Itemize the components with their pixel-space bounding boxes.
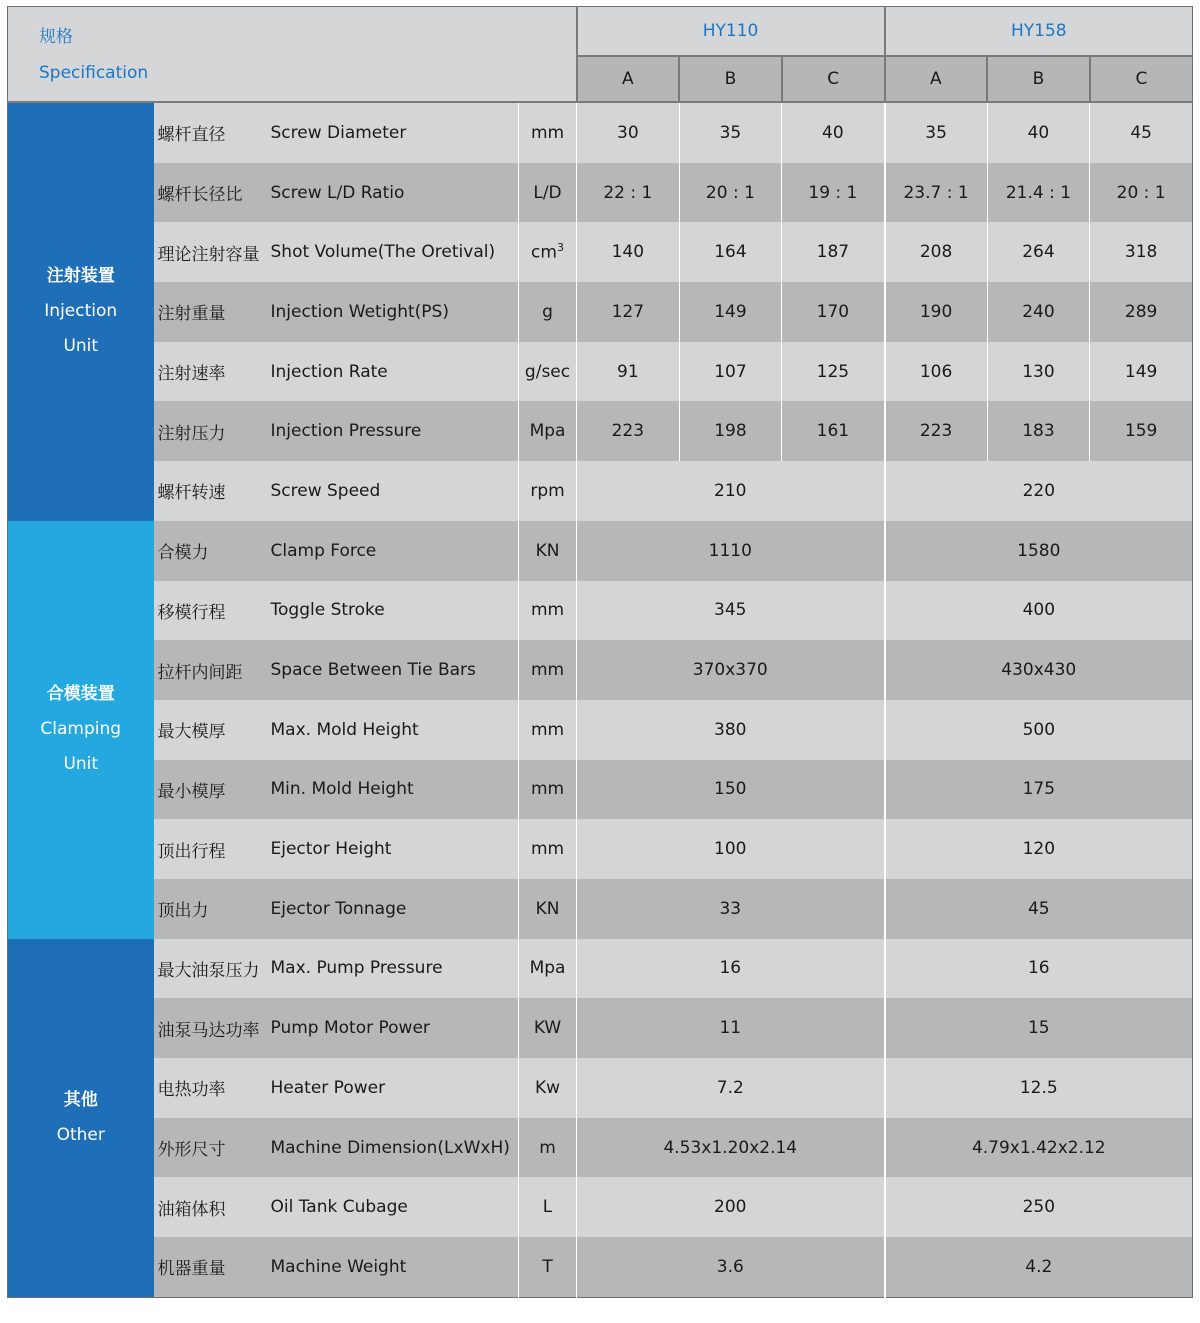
value-cell-hy110: 7.2 [577, 1058, 885, 1118]
value-cell: 22 : 1 [577, 163, 680, 223]
value-cell-hy110: 11 [577, 998, 885, 1058]
param-unit: rpm [519, 461, 577, 521]
param-name-en: Pump Motor Power [269, 998, 519, 1058]
param-unit: KW [519, 998, 577, 1058]
param-unit: KN [519, 521, 577, 581]
table-row [8, 640, 1193, 700]
value-cell-hy158: 400 [885, 581, 1193, 641]
group-label-en: Clamping [40, 719, 122, 740]
param-unit: g [519, 282, 577, 342]
value-cell: 35 [679, 102, 782, 163]
group-label-cn: 合模装置 [46, 684, 115, 705]
value-cell-hy158: 4.79x1.42x2.12 [885, 1118, 1193, 1178]
table-row [8, 282, 1193, 342]
table-row [8, 1177, 1193, 1237]
param-name-cn: 顶出行程 [154, 819, 269, 879]
param-name-en: Min. Mold Height [269, 760, 519, 820]
value-cell: 149 [1090, 342, 1193, 402]
param-name-en: Injection Wetight(PS) [269, 282, 519, 342]
value-cell: 107 [679, 342, 782, 402]
table-row [8, 102, 1193, 163]
param-name-cn: 油泵马达功率 [154, 998, 269, 1058]
value-cell-hy110: 4.53x1.20x2.14 [577, 1118, 885, 1178]
subcol-a: A [885, 56, 988, 102]
param-unit: mm [519, 581, 577, 641]
value-cell: 187 [782, 222, 885, 282]
param-name-en: Screw Speed [269, 461, 519, 521]
param-name-en: Space Between Tie Bars [269, 640, 519, 700]
table-row [8, 1118, 1193, 1178]
param-name-cn: 最小模厚 [154, 760, 269, 820]
value-cell: 21.4 : 1 [987, 163, 1090, 223]
value-cell-hy158: 16 [885, 939, 1193, 999]
subcol-c: C [782, 56, 885, 102]
value-cell-hy158: 220 [885, 461, 1193, 521]
value-cell-hy158: 1580 [885, 521, 1193, 581]
table-row [8, 819, 1193, 879]
param-unit: m [519, 1118, 577, 1178]
group-label-en: Other [56, 1124, 105, 1145]
value-cell: 40 [987, 102, 1090, 163]
param-unit [519, 222, 577, 282]
value-cell-hy158: 4.2 [885, 1237, 1193, 1297]
value-cell: 30 [577, 102, 680, 163]
param-name-cn: 拉杆内间距 [154, 640, 269, 700]
param-name-en: Injection Pressure [269, 401, 519, 461]
group-label-en: Unit [63, 336, 99, 357]
table-row [8, 401, 1193, 461]
table-row [8, 521, 1193, 581]
param-name-en: Heater Power [269, 1058, 519, 1118]
value-cell-hy158: 120 [885, 819, 1193, 879]
param-name-cn: 螺杆直径 [154, 102, 269, 163]
table-row [8, 998, 1193, 1058]
unit-base: cm [531, 243, 557, 264]
param-name-en: Max. Pump Pressure [269, 939, 519, 999]
subcol-b: B [679, 56, 782, 102]
value-cell-hy110: 380 [577, 700, 885, 760]
param-name-en: Machine Dimension(LxWxH) [269, 1118, 519, 1178]
value-cell: 127 [577, 282, 680, 342]
value-cell: 91 [577, 342, 680, 402]
param-unit: L/D [519, 163, 577, 223]
param-name-en: Injection Rate [269, 342, 519, 402]
param-name-cn: 油箱体积 [154, 1177, 269, 1237]
value-cell-hy110: 3.6 [577, 1237, 885, 1297]
spec-title-cn: 规格 [39, 27, 73, 47]
param-name-en: Machine Weight [269, 1237, 519, 1297]
param-name-cn: 合模力 [154, 521, 269, 581]
spec-title [8, 7, 577, 103]
value-cell: 35 [885, 102, 988, 163]
value-cell: 289 [1090, 282, 1193, 342]
param-unit: Mpa [519, 401, 577, 461]
value-cell: 20 : 1 [679, 163, 782, 223]
value-cell-hy110: 150 [577, 760, 885, 820]
param-unit: mm [519, 102, 577, 163]
param-name-cn: 螺杆转速 [154, 461, 269, 521]
value-cell: 106 [885, 342, 988, 402]
group-label-en: Unit [63, 754, 99, 775]
param-name-cn: 移模行程 [154, 581, 269, 641]
group-other [8, 939, 154, 1298]
table-row [8, 939, 1193, 999]
value-cell-hy158: 45 [885, 879, 1193, 939]
value-cell-hy158: 500 [885, 700, 1193, 760]
value-cell: 40 [782, 102, 885, 163]
value-cell: 23.7 : 1 [885, 163, 988, 223]
value-cell: 159 [1090, 401, 1193, 461]
subcol-b: B [987, 56, 1090, 102]
param-name-cn: 外形尺寸 [154, 1118, 269, 1178]
value-cell: 223 [577, 401, 680, 461]
value-cell-hy158: 12.5 [885, 1058, 1193, 1118]
spec-title-en: Specification [39, 63, 149, 83]
value-cell: 190 [885, 282, 988, 342]
spec-table [7, 6, 1193, 1298]
value-cell: 264 [987, 222, 1090, 282]
value-cell: 45 [1090, 102, 1193, 163]
table-row [8, 1058, 1193, 1118]
value-cell-hy158: 15 [885, 998, 1193, 1058]
value-cell: 208 [885, 222, 988, 282]
model-hy158-header: HY158 [885, 7, 1193, 57]
table-row [8, 581, 1193, 641]
value-cell-hy110: 345 [577, 581, 885, 641]
param-name-cn: 机器重量 [154, 1237, 269, 1297]
param-name-cn: 最大模厚 [154, 700, 269, 760]
value-cell-hy110: 370x370 [577, 640, 885, 700]
param-name-en: Oil Tank Cubage [269, 1177, 519, 1237]
value-cell: 170 [782, 282, 885, 342]
value-cell: 198 [679, 401, 782, 461]
value-cell: 149 [679, 282, 782, 342]
param-name-cn: 电热功率 [154, 1058, 269, 1118]
value-cell-hy110: 16 [577, 939, 885, 999]
value-cell: 318 [1090, 222, 1193, 282]
group-clamping-unit [8, 521, 154, 939]
value-cell: 223 [885, 401, 988, 461]
header-row-models [8, 7, 1193, 57]
value-cell: 161 [782, 401, 885, 461]
value-cell-hy110: 33 [577, 879, 885, 939]
value-cell-hy158: 430x430 [885, 640, 1193, 700]
group-label-en: Injection [44, 301, 118, 322]
param-name-en: Screw L/D Ratio [269, 163, 519, 223]
param-unit: T [519, 1237, 577, 1297]
value-cell-hy110: 100 [577, 819, 885, 879]
value-cell-hy110: 210 [577, 461, 885, 521]
param-name-cn: 顶出力 [154, 879, 269, 939]
spec-table-wrapper [7, 6, 1193, 1298]
param-name-cn: 螺杆长径比 [154, 163, 269, 223]
table-row [8, 700, 1193, 760]
value-cell: 240 [987, 282, 1090, 342]
table-row [8, 222, 1193, 282]
subcol-a: A [577, 56, 680, 102]
group-label-cn: 注射装置 [46, 266, 115, 287]
value-cell: 183 [987, 401, 1090, 461]
value-cell: 19 : 1 [782, 163, 885, 223]
param-unit: mm [519, 640, 577, 700]
value-cell: 140 [577, 222, 680, 282]
param-unit: KN [519, 879, 577, 939]
group-label-cn: 其他 [63, 1089, 98, 1110]
model-hy110-header: HY110 [577, 7, 885, 57]
value-cell: 164 [679, 222, 782, 282]
group-injection-unit [8, 102, 154, 521]
value-cell: 125 [782, 342, 885, 402]
table-row [8, 342, 1193, 402]
table-row [8, 760, 1193, 820]
param-name-en: Max. Mold Height [269, 700, 519, 760]
param-name-cn: 注射重量 [154, 282, 269, 342]
value-cell: 20 : 1 [1090, 163, 1193, 223]
param-name-cn: 注射压力 [154, 401, 269, 461]
table-row [8, 163, 1193, 223]
param-unit: mm [519, 700, 577, 760]
value-cell-hy110: 200 [577, 1177, 885, 1237]
param-name-en: Clamp Force [269, 521, 519, 581]
subcol-c: C [1090, 56, 1193, 102]
param-name-en: Toggle Stroke [269, 581, 519, 641]
param-name-cn: 注射速率 [154, 342, 269, 402]
param-unit: L [519, 1177, 577, 1237]
table-row [8, 879, 1193, 939]
param-unit: g/sec [519, 342, 577, 402]
table-row [8, 461, 1193, 521]
param-unit: mm [519, 819, 577, 879]
param-name-en: Shot Volume(The Oretival) [269, 222, 519, 282]
value-cell-hy110: 1110 [577, 521, 885, 581]
param-unit: Kw [519, 1058, 577, 1118]
param-name-cn: 最大油泵压力 [154, 939, 269, 999]
param-name-en: Ejector Tonnage [269, 879, 519, 939]
param-name-cn: 理论注射容量 [154, 222, 269, 282]
param-unit: Mpa [519, 939, 577, 999]
unit-superscript: 3 [556, 241, 564, 255]
value-cell: 130 [987, 342, 1090, 402]
value-cell-hy158: 250 [885, 1177, 1193, 1237]
table-row [8, 1237, 1193, 1297]
param-unit: mm [519, 760, 577, 820]
param-name-en: Ejector Height [269, 819, 519, 879]
param-name-en: Screw Diameter [269, 102, 519, 163]
value-cell-hy158: 175 [885, 760, 1193, 820]
